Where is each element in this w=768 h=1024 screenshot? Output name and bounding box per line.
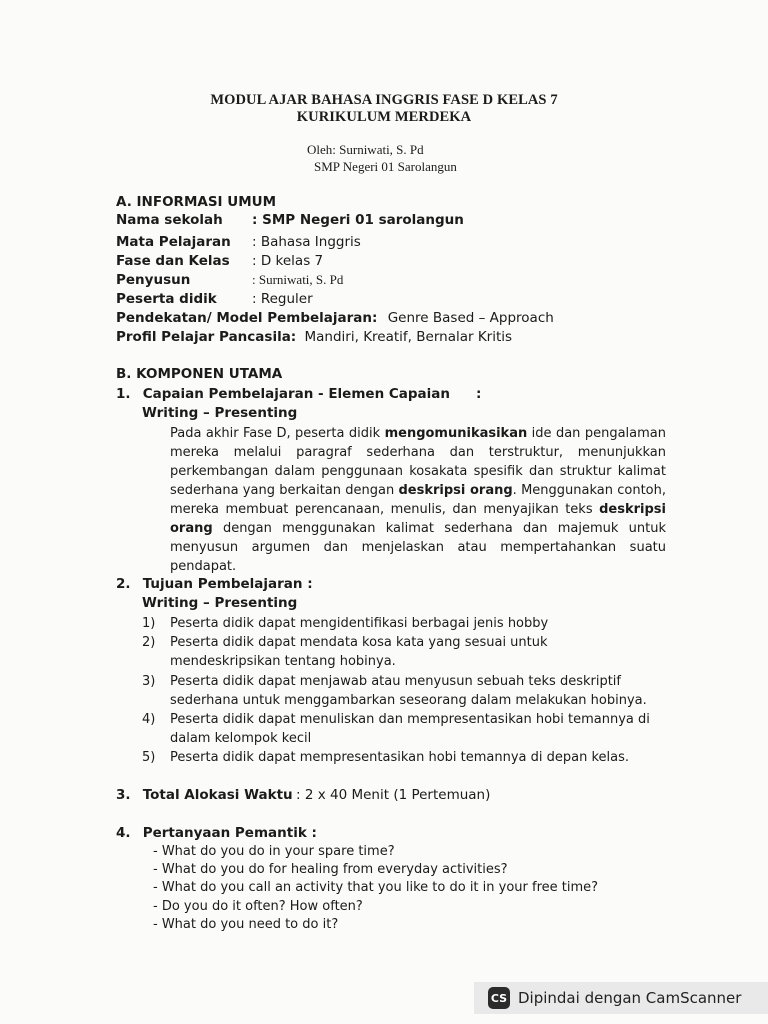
approach-row [116, 310, 554, 326]
info-value: : SMP Negeri 01 sarolangun [252, 212, 464, 228]
question-item: - What do you do in your spare time? [153, 844, 395, 859]
para-text: . Menggunakan contoh, mereka membuat perencanaan, menulis, dan menyajikan teks [170, 483, 666, 517]
camscanner-icon: CS [488, 987, 510, 1009]
goal-text: Peserta didik dapat menuliskan dan mempresentasikan hobi temannya di dalam kelompok kecil [170, 712, 650, 746]
goal-text: Peserta didik dapat menjawab atau menyusun sebuah teks deskriptif sederhana untuk menggambarkan seseorang dalam melakukan hobinya. [170, 674, 647, 708]
item4-heading [116, 825, 317, 841]
info-value: : D kelas 7 [252, 253, 324, 269]
document-title: MODUL AJAR BAHASA INGGRIS FASE D KELAS 7 [210, 92, 558, 108]
author-line: Oleh: Surniwati, S. Pd [307, 142, 424, 157]
item-number: 4. [116, 825, 131, 841]
info-row-students [116, 291, 676, 309]
goal-number: 5) [142, 750, 156, 765]
item-number: 3. [116, 787, 131, 803]
document-subtitle: KURIKULUM MERDEKA [296, 109, 472, 125]
info-row-author [116, 272, 676, 290]
info-row-subject [116, 234, 676, 252]
question-item: - What do you call an activity that you like to do it in your free time? [153, 880, 599, 895]
camscanner-watermark [474, 982, 768, 1014]
item-colon: : [476, 386, 482, 402]
item-title: Pertanyaan Pemantik : [142, 825, 317, 841]
question-item: - What do you need to do it? [153, 917, 339, 932]
info-label: Peserta didik [116, 291, 217, 307]
para-text: dengan menggunakan kalimat sederhana dan majemuk untuk menyusun argumen dan menjelaskan atau mempertahankan suatu pendapat. [170, 521, 666, 574]
info-label: Fase dan Kelas [116, 253, 230, 269]
school-line: SMP Negeri 01 Sarolangun [314, 159, 457, 174]
item-title: Total Alokasi Waktu [142, 787, 293, 803]
goal-text: Peserta didik dapat mengidentifikasi berbagai jenis hobby [170, 616, 549, 631]
info-value: : Reguler [252, 291, 313, 307]
para-emphasis: mengomunikasikan [384, 426, 528, 441]
section-a-heading: A. INFORMASI UMUM [116, 194, 277, 210]
info-label: Penyusun [116, 272, 191, 288]
goal-text: Peserta didik dapat mempresentasikan hobi temannya di depan kelas. [170, 750, 630, 765]
info-row-class [116, 253, 676, 271]
section-b-heading: B. KOMPONEN UTAMA [116, 366, 283, 382]
info-label: Nama sekolah [116, 212, 223, 228]
item-value: : 2 x 40 Menit (1 Pertemuan) [296, 787, 491, 803]
goal-number: 1) [142, 616, 156, 631]
goal-text: Peserta didik dapat mendata kosa kata yang sesuai untuk mendeskripsikan tentang hobinya. [170, 635, 548, 669]
para-emphasis: deskripsi orang [170, 502, 666, 536]
learning-outcome-paragraph [170, 424, 666, 576]
goal-number: 3) [142, 674, 156, 689]
profile-row [116, 329, 512, 345]
info-row-school [116, 212, 676, 230]
camscanner-text: Dipindai dengan CamScanner [518, 989, 742, 1007]
item2-heading [116, 576, 313, 592]
item-number: 1. [116, 386, 131, 402]
item1-subheading: Writing – Presenting [142, 405, 298, 421]
item1-heading [116, 386, 482, 402]
item2-subheading: Writing – Presenting [142, 595, 298, 611]
para-text: ide dan pengalaman mereka melalui paragraf sederhana dan terstruktur, menunjukkan perkembangan dalam penggunaan kosakata spesifik dan struktur kalimat sederhana yang berkaitan dengan [170, 426, 667, 498]
item-title: Capaian Pembelajaran - Elemen Capaian [142, 386, 451, 402]
para-text: Pada akhir Fase D, peserta didik [170, 426, 385, 441]
question-item: - Do you do it often? How often? [153, 899, 363, 914]
info-value: : Surniwati, S. Pd [252, 272, 344, 287]
profile-value: Mandiri, Kreatif, Bernalar Kritis [304, 329, 513, 345]
approach-label: Pendekatan/ Model Pembelajaran: [116, 310, 378, 326]
para-emphasis: deskripsi orang [398, 483, 513, 498]
info-label: Mata Pelajaran [116, 234, 231, 250]
item-title: Tujuan Pembelajaran : [142, 576, 313, 592]
item-number: 2. [116, 576, 131, 592]
item3-heading [116, 787, 491, 803]
goal-number: 2) [142, 635, 156, 650]
question-item: - What do you do for healing from everyday activities? [153, 862, 508, 877]
info-value: : Bahasa Inggris [252, 234, 361, 250]
profile-label: Profil Pelajar Pancasila: [116, 329, 297, 345]
approach-value: Genre Based – Approach [387, 310, 554, 326]
goal-number: 4) [142, 712, 156, 727]
